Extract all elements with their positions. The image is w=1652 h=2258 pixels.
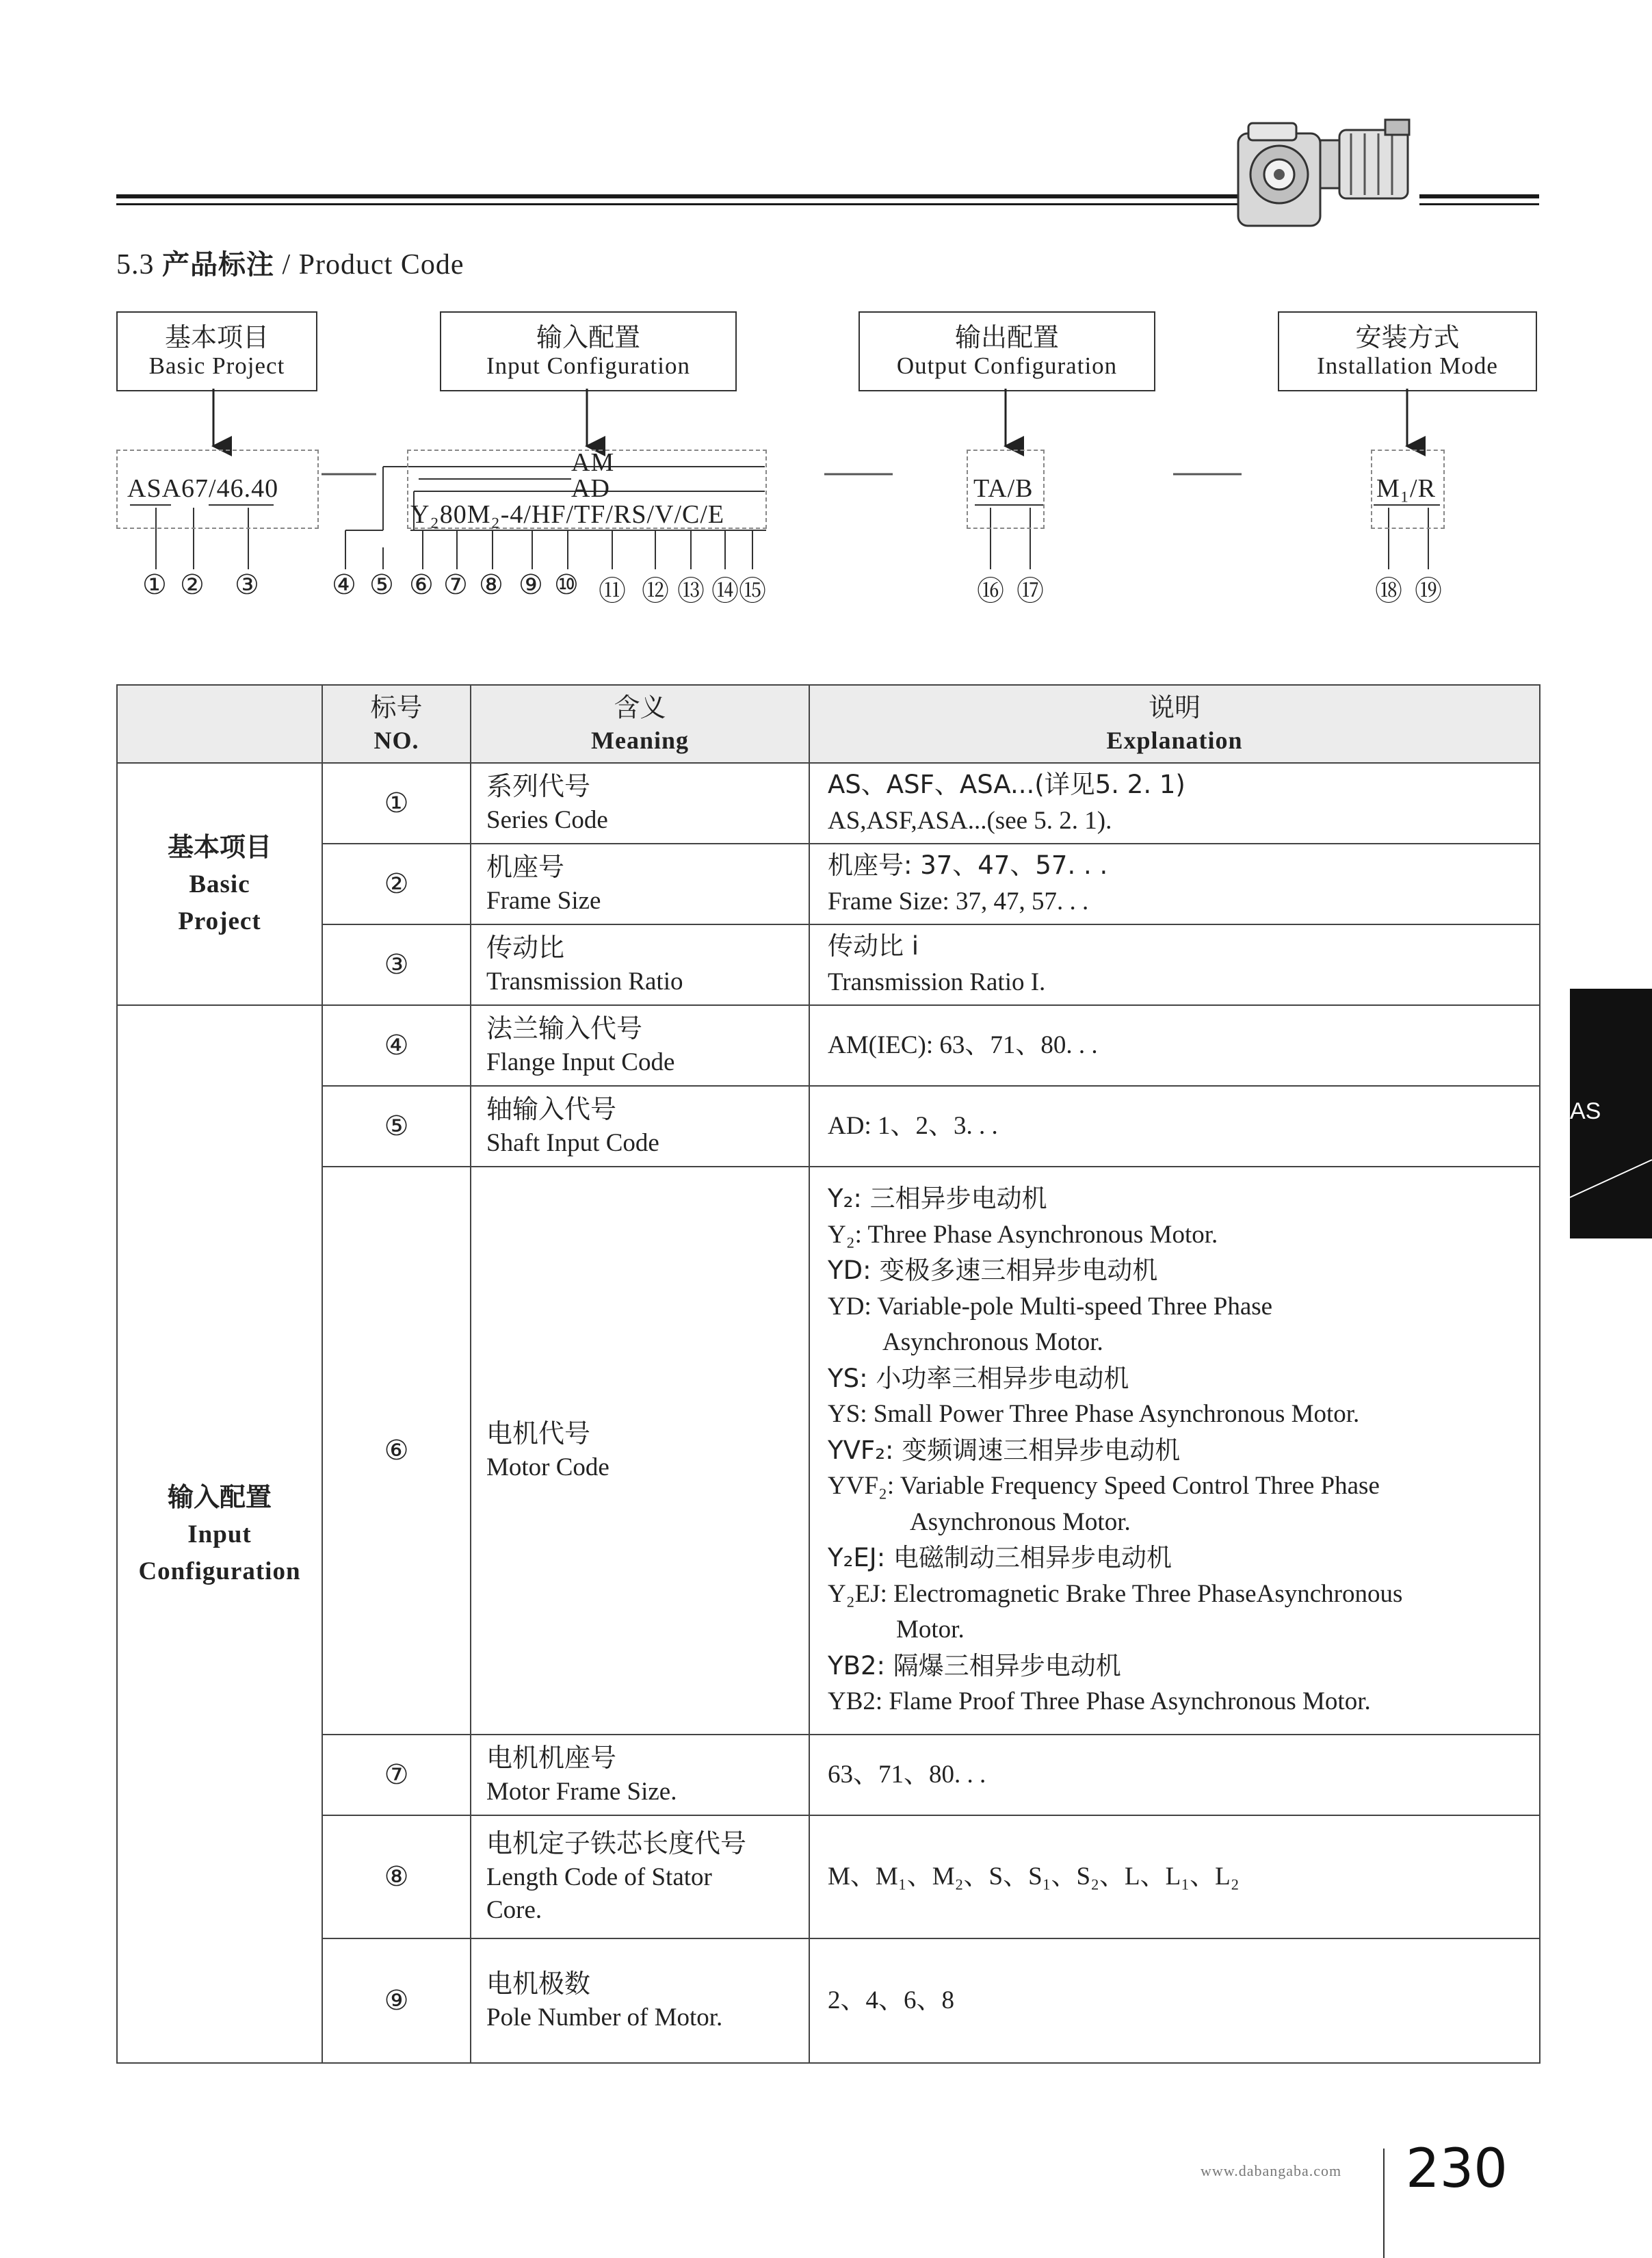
row-explanation: 2、4、6、8 bbox=[809, 1938, 1540, 2063]
circle-number: ⑮ bbox=[739, 575, 766, 607]
page-number: 230 bbox=[1406, 2138, 1508, 2200]
side-tab-label: AS bbox=[1570, 1098, 1601, 1124]
row-number: ③ bbox=[322, 924, 471, 1005]
circle-number: ② bbox=[180, 569, 205, 601]
row-explanation: AS、ASF、ASA...(详见5. 2. 1) AS,ASF,ASA...(see 5. 2. 1). bbox=[809, 763, 1540, 844]
header-rule-bottom bbox=[116, 203, 1238, 205]
circle-number: ⑰ bbox=[1017, 575, 1044, 607]
side-tab-slash bbox=[1570, 989, 1652, 1238]
basic-code: ASA67/46.40 bbox=[127, 474, 279, 503]
header-meaning: 含义 Meaning bbox=[471, 685, 809, 763]
row-explanation: Y₂: 三相异步电动机 Y₂: Three Phase Asynchronous Motor. YD: 变极多速三相异步电动机 YD: Variable-pole Multi-speed Three Phase Asynchronous Motor. YS: 小功率三相异步电动机 YS: Small Power Three Phase Asynchronous Motor. YVF₂: 变频调速三相异步电动机 YVF₂: Variable Frequency Speed Control Three Phase Asynchronous Motor. Y₂EJ: 电磁制动三相异步电动机 Y₂EJ: Electromagnetic Brake Three PhaseAsynchronous Motor. YB2: 隔爆三相异步电动机 YB2: Flame Proof Three Phase Asynchronous Motor. bbox=[809, 1167, 1540, 1735]
row-meaning: 传动比 Transmission Ratio bbox=[471, 924, 809, 1005]
row-number: ⑧ bbox=[322, 1815, 471, 1938]
footer-divider bbox=[1383, 2149, 1385, 2258]
circle-number: ⑭ bbox=[711, 575, 739, 607]
section-title: 5.3 产品标注 / Product Code bbox=[116, 249, 464, 281]
circle-number: ⑯ bbox=[977, 575, 1004, 607]
row-number: ⑥ bbox=[322, 1167, 471, 1735]
circle-number: ⑲ bbox=[1415, 575, 1442, 607]
footer-url: www.dabangaba.com bbox=[1201, 2162, 1342, 2179]
row-explanation: 机座号: 37、47、57. . . Frame Size: 37, 47, 57. . . bbox=[809, 844, 1540, 924]
header-no: 标号 NO. bbox=[322, 685, 471, 763]
header-rule-right-bottom bbox=[1419, 203, 1539, 205]
mount-code: M₁/R bbox=[1376, 474, 1436, 503]
circle-number: ⑤ bbox=[369, 569, 394, 601]
group-input-configuration: 输入配置 Input Configuration bbox=[117, 1005, 322, 2063]
header-rule-top bbox=[116, 194, 1238, 198]
circle-number: ⑱ bbox=[1375, 575, 1402, 607]
product-code-table bbox=[116, 684, 1540, 2064]
row-explanation: AM(IEC): 63、71、80. . . bbox=[809, 1005, 1540, 1086]
row-explanation: 63、71、80. . . bbox=[809, 1735, 1540, 1815]
circle-number: ⑧ bbox=[479, 569, 503, 601]
circle-number: ⑦ bbox=[443, 569, 468, 601]
table-row bbox=[117, 924, 1540, 1005]
row-meaning: 轴输入代号 Shaft Input Code bbox=[471, 1086, 809, 1167]
header-empty bbox=[117, 685, 322, 763]
table-header-row bbox=[117, 685, 1540, 763]
circle-number: ⑩ bbox=[554, 569, 579, 601]
group-basic-project: 基本项目 Basic Project bbox=[117, 763, 322, 1005]
row-number: ① bbox=[322, 763, 471, 844]
row-number: ② bbox=[322, 844, 471, 924]
row-meaning: 法兰输入代号 Flange Input Code bbox=[471, 1005, 809, 1086]
row-meaning: 电机机座号 Motor Frame Size. bbox=[471, 1735, 809, 1815]
table-row bbox=[117, 763, 1540, 844]
output-configuration-box: 输出配置 Output Configuration bbox=[858, 311, 1155, 391]
row-meaning: 电机代号 Motor Code bbox=[471, 1167, 809, 1735]
table-row bbox=[117, 1005, 1540, 1086]
input-configuration-box: 输入配置 Input Configuration bbox=[440, 311, 737, 391]
circle-number: ⑬ bbox=[677, 575, 705, 607]
row-number: ④ bbox=[322, 1005, 471, 1086]
row-explanation: 传动比 i Transmission Ratio I. bbox=[809, 924, 1540, 1005]
ad-code: AD bbox=[571, 474, 610, 503]
gearbox-illustration bbox=[1231, 113, 1423, 233]
row-number: ⑦ bbox=[322, 1735, 471, 1815]
row-meaning: 系列代号 Series Code bbox=[471, 763, 809, 844]
circle-number: ⑨ bbox=[519, 569, 543, 601]
basic-project-box: 基本项目 Basic Project bbox=[116, 311, 317, 391]
circle-number: ⑪ bbox=[599, 575, 626, 607]
side-tab bbox=[1570, 989, 1652, 1238]
circle-number: ⑥ bbox=[409, 569, 434, 601]
circle-number: ③ bbox=[235, 569, 259, 601]
row-meaning: 机座号 Frame Size bbox=[471, 844, 809, 924]
table-row bbox=[117, 1815, 1540, 1938]
table-row bbox=[117, 1735, 1540, 1815]
row-number: ⑨ bbox=[322, 1938, 471, 2063]
circle-number: ① bbox=[142, 569, 167, 601]
table-row bbox=[117, 1086, 1540, 1167]
row-meaning: 电机定子铁芯长度代号 Length Code of Stator Core. bbox=[471, 1815, 809, 1938]
row-explanation: M、M₁、M₂、S、S₁、S₂、L、L₁、L₂ bbox=[809, 1815, 1540, 1938]
row-meaning: 电机极数 Pole Number of Motor. bbox=[471, 1938, 809, 2063]
installation-mode-box: 安装方式 Installation Mode bbox=[1278, 311, 1537, 391]
circle-number: ④ bbox=[332, 569, 356, 601]
table-row bbox=[117, 1167, 1540, 1735]
row-number: ⑤ bbox=[322, 1086, 471, 1167]
output-code: TA/B bbox=[973, 474, 1034, 503]
circle-number: ⑫ bbox=[642, 575, 669, 607]
header-explanation: 说明 Explanation bbox=[809, 685, 1540, 763]
table-row bbox=[117, 1938, 1540, 2063]
row-explanation: AD: 1、2、3. . . bbox=[809, 1086, 1540, 1167]
motor-code: Y₂80M₂-4/HF/TF/RS/V/C/E bbox=[410, 500, 725, 529]
header-rule-right-top bbox=[1419, 194, 1539, 198]
table-row bbox=[117, 844, 1540, 924]
am-code: AM bbox=[571, 448, 615, 477]
